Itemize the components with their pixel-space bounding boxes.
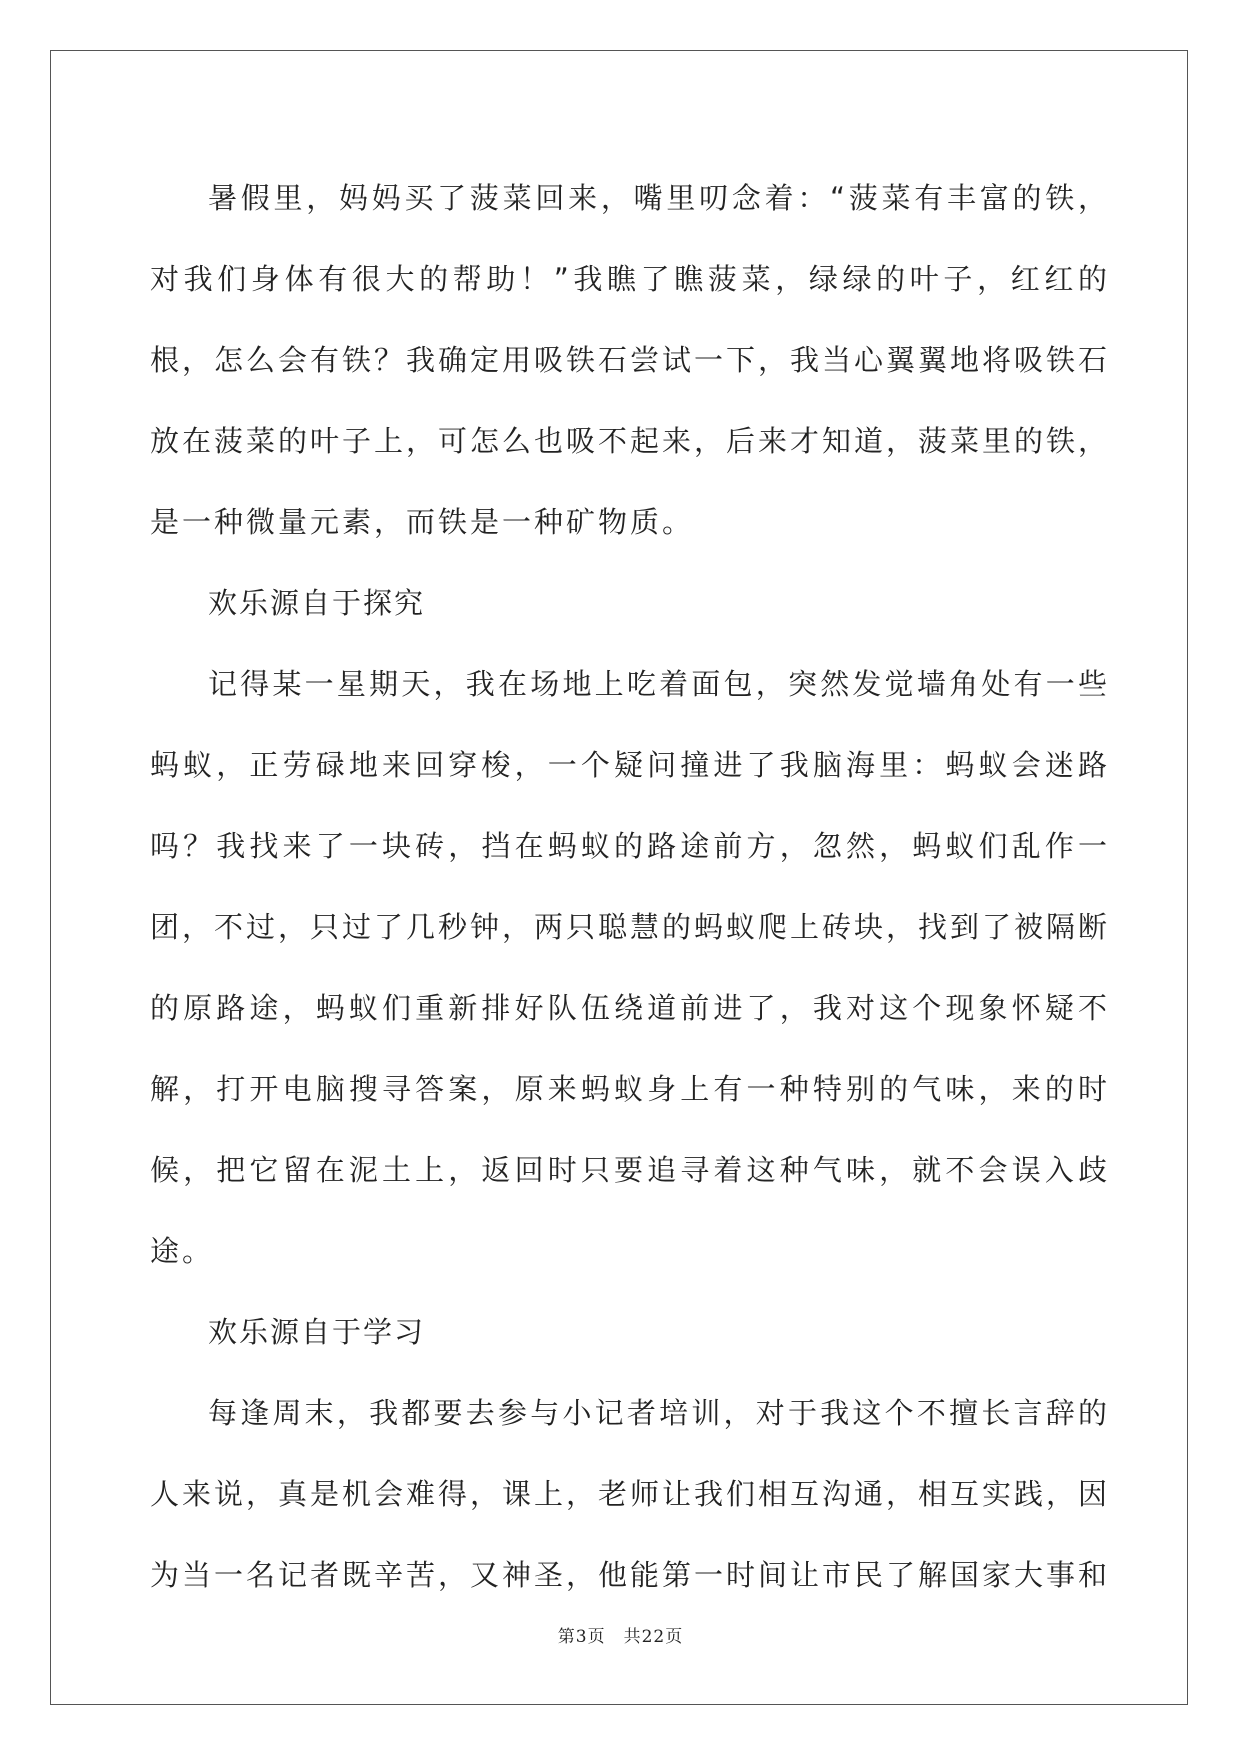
page-number-footer: 第3页 共22页 <box>557 1627 684 1647</box>
document-body <box>150 158 1110 1616</box>
section-heading-explore: 欢乐源自于探究 <box>208 586 426 620</box>
section-heading-study: 欢乐源自于学习 <box>208 1315 426 1349</box>
paragraph-ants: 记得某一星期天，我在场地上吃着面包，突然发觉墙角处有一些蚂蚁，正劳碌地来回穿梭，一个疑问撞进了我脑海里：蚂蚁会迷路吗？我找来了一块砖，挡在蚂蚁的路途前方，忽然，蚂蚁们乱作一团，不过，只过了几秒钟，两只聪慧的蚂蚁爬上砖块，找到了被隔断的原路途，蚂蚁们重新排好队伍绕道前进了，我对这个现象怀疑不解，打开电脑搜寻答案，原来蚂蚁身上有一种特别的气味，来的时候，把它留在泥土上，返回时只要追寻着这种气味，就不会误入歧途。 <box>150 667 1111 1268</box>
paragraph-spinach: 暑假里，妈妈买了菠菜回来，嘴里叨念着：“菠菜有丰富的铁，对我们身体有很大的帮助！”我瞧了瞧菠菜，绿绿的叶子，红红的根，怎么会有铁？我确定用吸铁石尝试一下，我当心翼翼地将吸铁石放在菠菜的叶子上，可怎么也吸不起来，后来才知道，菠菜里的铁，是一种微量元素，而铁是一种矿物质。 <box>150 181 1111 539</box>
paragraph-reporter: 每逢周末，我都要去参与小记者培训，对于我这个不擅长言辞的人来说，真是机会难得，课上，老师让我们相互沟通，相互实践，因为当一名记者既辛苦，又神圣，他能第一时间让市民了解国家大事和 <box>150 1396 1111 1592</box>
